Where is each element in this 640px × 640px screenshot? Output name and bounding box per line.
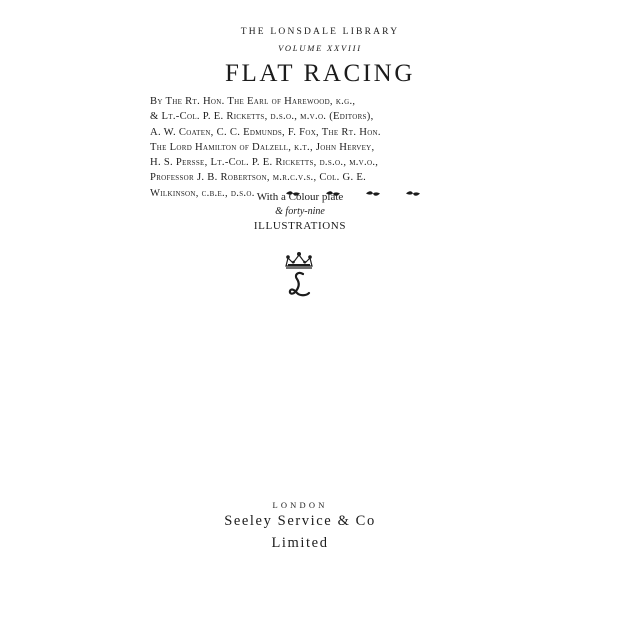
author-line-text: By The Rt. Hon. The Earl of Harewood, k.g.,: [150, 96, 356, 107]
imprint-place: LONDON: [272, 500, 328, 510]
crown-l-monogram-icon: [281, 250, 317, 300]
author-line: [150, 170, 450, 185]
author-line-text: The Lord Hamilton of Dalzell, k.t., John Hervey,: [150, 141, 375, 153]
volume-number: VOLUME XXVIII: [278, 43, 362, 53]
author-line-text: Wilkinson, c.b.e., d.s.o.: [150, 187, 255, 199]
author-line: [150, 109, 450, 124]
publisher-suffix: Limited: [271, 535, 329, 551]
colour-plate-note: With a Colour plate: [256, 191, 344, 203]
author-line: [150, 140, 450, 155]
author-line-text: & Lt.-Col. P. E. Ricketts, d.s.o., m.v.o. (Editors),: [150, 111, 374, 123]
illustrations-label: ILLUSTRATIONS: [253, 220, 347, 232]
author-line-text: H. S. Persse, Lt.-Col. P. E. Ricketts, d.s.o., m.v.o.,: [150, 157, 379, 169]
author-line-text: Professor J. B. Robertson, m.r.c.v.s., Col. G. E.: [150, 172, 367, 184]
author-line: [150, 155, 450, 170]
author-line: [150, 125, 450, 140]
author-block: [150, 94, 450, 201]
series-title: THE LONSDALE LIBRARY: [240, 27, 400, 37]
book-title: FLAT RACING: [225, 60, 415, 87]
author-line: [150, 94, 450, 109]
illustrations-count: & forty-nine: [275, 206, 325, 217]
publisher-name: Seeley Service & Co: [224, 513, 376, 529]
author-line-text: A. W. Coaten, C. C. Edmunds, F. Fox, The Rt. Hon.: [150, 126, 381, 138]
